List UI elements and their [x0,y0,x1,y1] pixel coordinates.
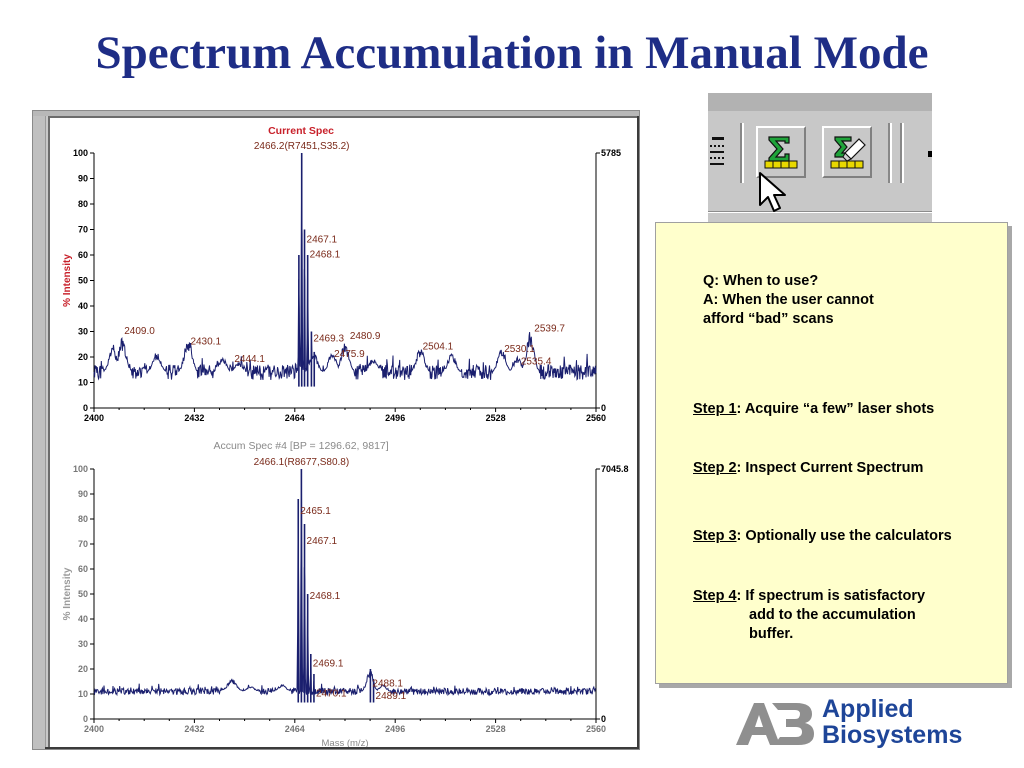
peak-label: 2465.1 [300,506,331,517]
question-line: Q: When to use? [703,273,819,289]
brand-line-1: Applied [822,695,914,723]
toolbar-top-shade [708,93,932,111]
x-tick-label: 2496 [385,724,406,734]
y-tick-label: 50 [77,589,88,599]
chart-title: Accum Spec #4 [BP = 1296.62, 9817] [213,440,389,452]
peak-label: 2475.9 [334,349,365,360]
y-axis-label: % Intensity [62,567,73,621]
x-tick-label: 2464 [284,724,305,734]
x-tick-label: 2496 [385,413,406,423]
y-tick-label: 80 [77,514,88,524]
y-tick-label: 80 [77,199,88,209]
right-axis-max: 7045.8 [601,464,629,474]
peak-label: 2409.0 [124,326,155,338]
plot-area [48,116,637,749]
accumulate-sum-icon [763,133,801,171]
peak-label: 2488.1 [372,678,404,690]
y-tick-label: 10 [77,689,88,699]
peak-label: 2444.1 [234,354,265,366]
y-tick-label: 60 [77,250,88,260]
step-text: : Acquire “a few” laser shots [736,401,935,417]
y-tick-label: 20 [77,352,88,362]
window-left-rail [33,116,46,750]
peak-label: 2539.7 [534,323,565,335]
x-tick-label: 2432 [184,724,205,734]
step-key: Step 4 [693,588,737,604]
step-text: : If spectrum is satisfactory [736,588,926,604]
brand-name [822,696,962,748]
step-2 [693,459,923,478]
right-axis-min: 0 [601,714,607,724]
x-tick-label: 2560 [585,413,607,423]
notes-callout [655,222,1008,684]
step-3 [693,527,952,546]
y-tick-label: 0 [82,403,88,413]
applied-biosystems-logo [734,697,984,755]
peak-label: 2480.9 [349,331,381,343]
step-key: Step 1 [693,401,737,417]
toolbar-divider [900,123,904,183]
toolbar-divider [888,123,892,183]
clear-accumulation-icon [829,133,867,171]
peak-label: 2467.1 [306,234,338,246]
y-tick-label: 50 [77,275,88,286]
step-text: : Optionally use the calculators [736,528,952,544]
peak-label: 2430.1 [190,336,222,348]
step-1 [693,400,934,419]
window-bottom-edge [45,747,640,750]
brand-line-2: Biosystems [822,721,963,749]
y-tick-label: 60 [77,564,88,574]
y-tick-label: 10 [77,377,88,388]
arrow-pointer-icon [758,171,788,217]
ab-logo-icon [734,699,818,749]
toolbar-partial-icon [708,133,728,173]
peak-label: 2469.3 [313,333,345,345]
y-tick-label: 70 [77,224,88,235]
clear-accumulation-button[interactable] [822,126,872,178]
toolbar-screenshot [708,93,932,234]
x-tick-label: 2400 [83,724,105,734]
peak-label: 2466.1(R8677,S80.8) [253,457,350,468]
y-tick-label: 30 [77,326,88,337]
x-tick-label: 2432 [184,413,205,423]
answer-line: afford “bad” scans [703,311,834,327]
peak-label: 2530.1 [504,343,535,355]
peak-label: 2504.1 [422,341,454,353]
step-continuation: add to the accumulation [749,607,916,623]
peak-label: 2470.1 [315,688,347,700]
step-key: Step 2 [693,460,737,476]
step-continuation: buffer. [749,626,794,642]
x-tick-label: 2400 [83,413,105,423]
answer-line: A: When the user cannot [703,292,874,308]
y-tick-label: 30 [77,639,88,649]
peak-label: 2469.1 [312,658,344,670]
spectra-window [32,110,640,750]
y-tick-label: 20 [77,664,88,674]
toolbar-partial-icon [928,151,932,157]
right-axis-min: 0 [601,403,607,413]
peak-label: 2468.1 [309,591,341,602]
toolbar-separator [708,211,932,213]
toolbar-divider [740,123,744,183]
x-tick-label: 2560 [585,724,607,734]
y-axis-label: % Intensity [62,254,73,307]
chart-title: Current Spec [268,125,335,137]
peak-label: 2468.1 [309,249,341,261]
y-tick-label: 90 [77,489,88,499]
peak-label: 2489.1 [375,691,407,702]
qa-block [703,272,874,329]
window-right-edge [637,116,640,750]
y-tick-label: 40 [77,614,88,624]
step-key: Step 3 [693,528,737,544]
slide-title: Spectrum Accumulation in Manual Mode [95,27,929,79]
spectrum-trace [94,493,596,695]
x-tick-label: 2528 [485,724,506,734]
y-tick-label: 90 [77,173,88,184]
spectra-plot [50,118,635,747]
y-tick-label: 100 [72,464,88,474]
peak-label: 2535.4 [520,356,552,368]
step-text: : Inspect Current Spectrum [736,460,924,476]
y-tick-label: 70 [77,539,88,549]
right-axis-max: 5785 [601,148,622,158]
step-4 [693,587,925,644]
y-tick-label: 100 [72,148,88,158]
x-tick-label: 2528 [485,413,506,423]
x-tick-label: 2464 [284,413,305,423]
y-tick-label: 40 [77,301,88,311]
x-axis-label: Mass (m/z) [321,738,369,747]
y-tick-label: 0 [82,714,88,724]
peak-label: 2467.1 [306,536,338,547]
peak-label: 2466.2(R7451,S35.2) [253,141,350,152]
